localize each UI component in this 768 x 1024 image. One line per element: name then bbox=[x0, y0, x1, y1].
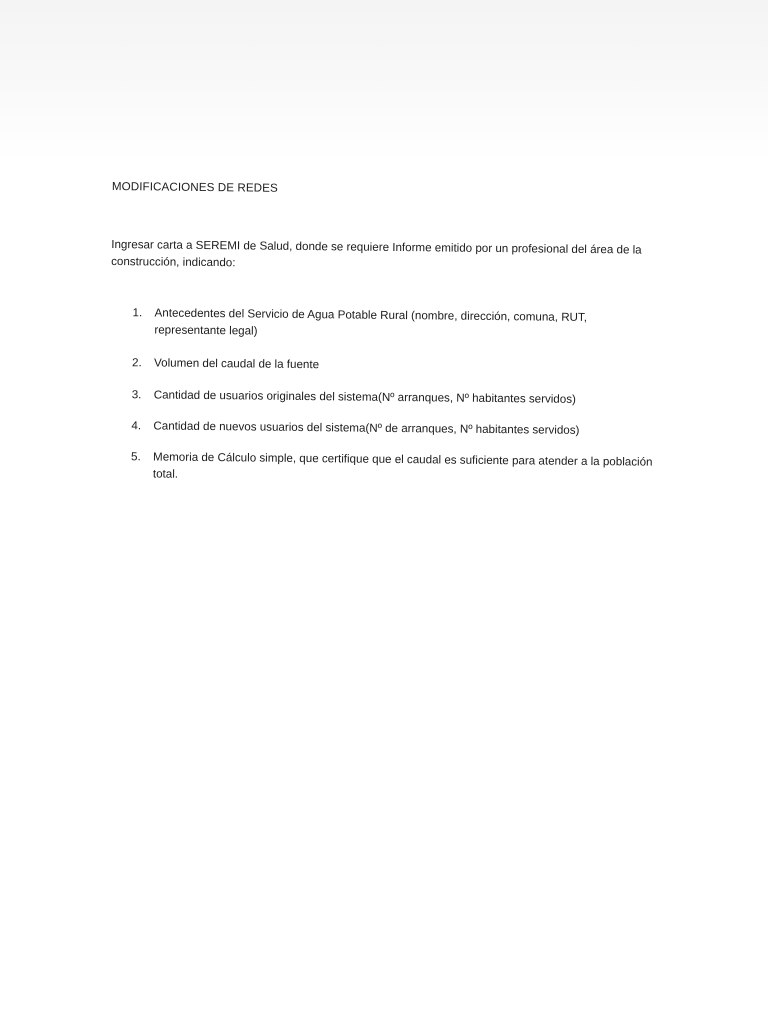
list-item-text: Memoria de Cálculo simple, que certifique que el caudal es suficiente para atender a la población total. bbox=[152, 450, 653, 481]
list-item-text: Cantidad de usuarios originales del sistema(Nº arranques, Nº habitantes servidos) bbox=[153, 388, 576, 406]
list-item-number: 1. bbox=[132, 306, 143, 320]
list-item-text: Volumen del caudal de la fuente bbox=[153, 356, 320, 372]
intro-paragraph: Ingresar carta a SEREMI de Salud, donde se requiere Informe emitido por un profesional del área de la construcción, indicando: bbox=[111, 237, 642, 270]
list-item bbox=[110, 386, 658, 409]
list-item bbox=[110, 354, 658, 377]
list-item-number: 3. bbox=[131, 388, 142, 402]
list-item-text: Cantidad de nuevos usuarios del sistema(Nº de arranques, Nº habitantes servidos) bbox=[153, 419, 580, 437]
list-item bbox=[110, 304, 658, 344]
document-body bbox=[111, 178, 660, 481]
list-item-number: 5. bbox=[131, 450, 141, 464]
list-item-number: 4. bbox=[131, 419, 142, 433]
scan-shading bbox=[0, 0, 768, 160]
list-item bbox=[109, 448, 657, 488]
document-heading: MODIFICACIONES DE REDES bbox=[111, 179, 278, 195]
list-item bbox=[109, 417, 657, 440]
list-item-number: 2. bbox=[131, 356, 142, 370]
list-item-text: Antecedentes del Servicio de Agua Potable Rural (nombre, dirección, comuna, RUT, representante legal) bbox=[154, 306, 588, 338]
requirements-list bbox=[109, 304, 659, 488]
